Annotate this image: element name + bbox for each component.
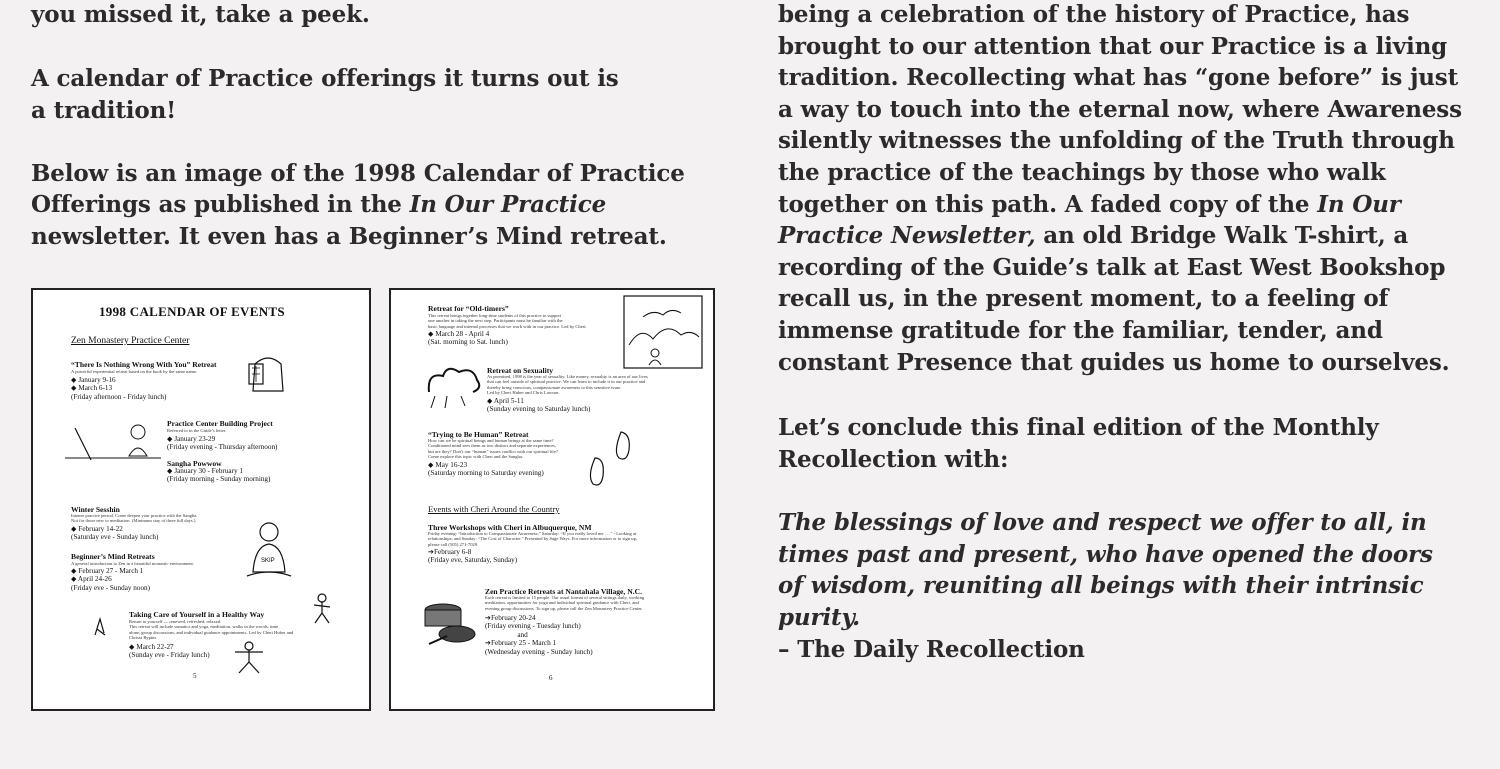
quote-signature: – The Daily Recollection [778,636,1085,663]
history-text-a: being a celebration of the history of Practice, has brought to our attention that our Practice is a living tradition. Recollecting what has “gone before” is just a way to touch into the eternal now, where Awareness silently witnesses the unfolding of the Truth through the practice of the teachings by those who walk together on this path. A faded copy of the [778,1,1462,218]
event-description: How can we be spiritual beings and human beings at the same time? Conditioned mind sees them as two distinct and separate experiences, but are they? Don’t our “human” issues conflict with our spiritual life? Come explore this topic with Cheri and the Sangha. [428,438,558,460]
event-title: “Trying to Be Human” Retreat [428,430,529,439]
stick-figure-icon [311,593,333,625]
calendar-image-intro-paragraph [31,158,691,253]
monk-landscape-illustration [623,295,703,369]
writing-figure-icon [91,615,115,639]
newsletter-title-em: In Our Practice [409,191,607,219]
event-dates: ◆ March 22-27 (Sunday eve - Friday lunch) [129,643,210,660]
event-dates: ◆ May 16-23 (Saturday morning to Saturday evening) [428,461,544,478]
event-description: A powerful experiential retreat based on the book by the same name. [71,369,198,374]
footprints-icon [583,428,643,498]
meditating-figure-icon [241,520,297,582]
svg-text:SKIP: SKIP [261,558,275,564]
event-description: Return to yourself — renewed, refreshed, relaxed. This retreat will include somatics and yoga, meditation, walks in the woods, time alone, group discussions, and individual guidance appointments. Led by Cheri Huber and Christa Rypins [129,619,294,641]
event-title: Retreat on Sexuality [487,366,554,375]
event-dates: ◆ January 23-29 (Friday evening - Thursday afternoon) [167,435,278,452]
stick-figure-jumping-icon [233,640,265,674]
blessing-quote: The blessings of love and respect we offer to all, in times past and present, who have opened the doors of wisdom, reuniting all beings with their intrinsic purity. [778,509,1433,631]
event-description: Each retreat is limited to 15 people. Our usual format of several sittings daily, working meditation, opportunities for yoga and individual spiritual guidance with Cheri, and evening group discussions. To sign up, please call the Zen Monastery Practice Center. [485,595,645,611]
newsletter-page-6-image [389,288,715,711]
event-dates: ◆ February 14-22 (Saturday eve - Sunday lunch) [71,525,159,542]
para3-text-b: newsletter. It even has a Beginner’s Mind retreat. [31,222,667,250]
event-title: Beginner’s Mind Retreats [71,552,155,561]
event-dates: ◆ March 28 - April 4 (Sat. morning to Sat. lunch) [428,330,508,347]
event-description: A general introduction to Zen in a beautiful monastic environment. [71,561,194,566]
event-description: This retreat brings together long-time students of this practice to support one another in taking the next step. Participants must be familiar with the basic language and internal processes that we work with in our practice. Led by Cheri. [428,313,587,329]
event-title: Zen Practice Retreats at Nantahala Village, N.C. [485,587,642,596]
event-title: Taking Care of Yourself in a Healthy Way [129,610,265,619]
event-dates: ➔February 20-24 (Friday evening - Tuesday lunch) and ➔February 25 - March 1 (Wednesday evening - Sunday lunch) [485,614,593,656]
newsletter-page-5-image [31,288,371,711]
event-dates: ➔February 6-8 (Friday eve, Saturday, Sunday) [428,548,518,565]
event-description: As promised, 1998 is the year of sexuality. Like money, sexuality is an area of our lives that can feel outside of spiritual practice. We can learn to include it in our practice and thereby bring conscious, compassionate awareness to this sensitive issue. Led by Cheri Huber and Chris Lawson. [487,374,648,396]
event-description: Referred to in the Guide’s letter. [167,428,227,433]
event-dates: ◆ January 9-16 ◆ March 6-13 (Friday afternoon - Friday lunch) [71,376,167,401]
newsletter-name-em: In Our Practice Newsletter, [778,190,1401,250]
section-heading: Zen Monastery Practice Center [71,336,190,346]
clouds-rain-illustration [425,362,483,410]
event-title: Three Workshops with Cheri in Albuquerque, NM [428,523,592,532]
event-title: Practice Center Building Project [167,419,273,428]
history-paragraph [778,0,1468,378]
event-dates: ◆ April 5-11 (Sunday evening to Saturday lunch) [487,397,591,414]
event-description: Intense practice period. Come deepen your practice with the Sangha. Not for those new to meditation. (Minimum stay of three full days.) [71,513,198,524]
calendar-tradition-paragraph: A calendar of Practice offerings it turns out is a tradition! [31,65,619,124]
event-title: Retreat for “Old-timers” [428,304,509,313]
left-column [31,0,731,253]
event-dates: ◆ January 30 - February 1 (Friday morning - Sunday morning) [167,467,271,484]
conclude-paragraph: Let’s conclude this final edition of the Monthly Recollection with: [778,414,1379,473]
event-dates: ◆ February 27 - March 1 ◆ April 24-26 (Friday eve - Sunday noon) [71,567,151,592]
meditation-cushion-illustration [421,596,479,648]
calendar-title: 1998 CALENDAR OF EVENTS [99,304,285,319]
page-number: 5 [193,672,197,680]
sitting-figure-broom-icon [63,418,163,468]
event-description: Friday evening: “Introduction to Compassionate Awareness;” Saturday: “If you really loved me . . .” - Looking at relationships; and Sunday: “The Cost of Character.” Presented by Sage Ways. For more information or to sign up, please call (505) 271-7029. [428,531,638,547]
intro-tail-text: you missed it, take a peek. [31,1,370,28]
event-title: “There Is Nothing Wrong With You” Retreat [71,360,217,369]
para3-text-a: Below is an image of the 1998 Calendar of Practice Offerings as published in the [31,159,685,219]
event-title: Sangha Powwow [167,459,222,468]
history-text-b: an old Bridge Walk T-shirt, a recording of the Guide’s talk at East West Bookshop recall us, in the present moment, to a feeling of immense gratitude for the familiar, tender, and constant Presence that guides us home to ourselves. [778,222,1450,376]
person-sweater-icon [243,346,293,396]
event-title: Winter Sesshin [71,505,120,514]
section-heading: Events with Cheri Around the Country [428,504,560,514]
page-number: 6 [549,674,553,682]
